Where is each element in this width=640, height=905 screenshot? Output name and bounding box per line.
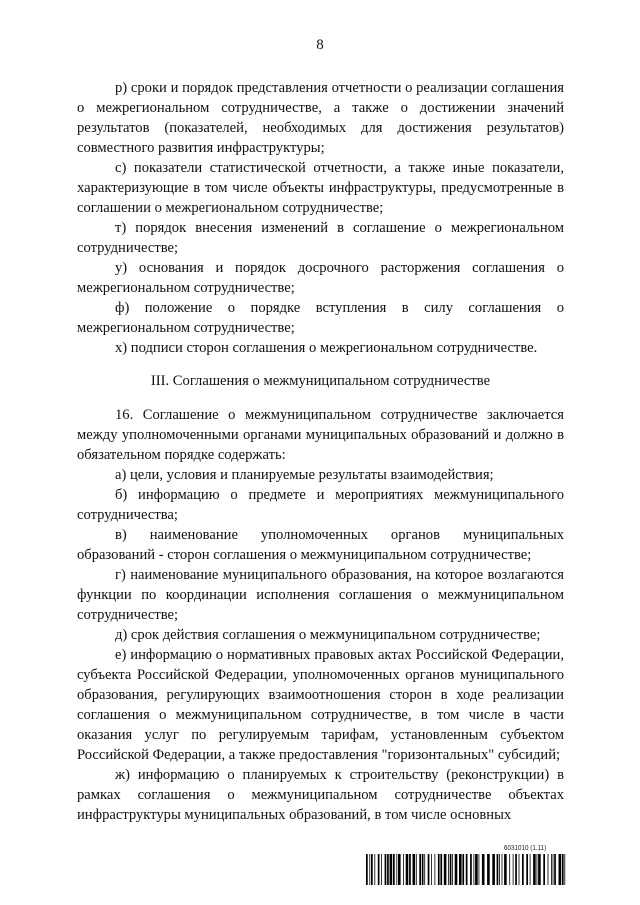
barcode-icon <box>366 854 566 885</box>
list-item-zh: ж) информацию о планируемых к строительству (реконструкции) в рамках соглашения о межмуниципальном сотрудничестве объектах инфраструктуры муниципальных образований, в том числе основных <box>77 767 564 823</box>
document-body <box>77 78 564 825</box>
page-number: 8 <box>316 37 324 53</box>
list-item-r: р) сроки и порядок представления отчетности о реализации соглашения о межрегиональном сотрудничестве, а также о достижении значений результатов (показателей, необходимых для достижения результатов) совместного развития инфраструктуры; <box>77 80 564 156</box>
barcode-label: 6031010 (1.11) <box>504 845 547 852</box>
list-item-g: г) наименование муниципального образования, на которое возлагаются функции по координации исполнения соглашения о межмуниципальном сотрудничестве; <box>77 567 564 623</box>
list-item-d: д) срок действия соглашения о межмуниципальном сотрудничестве; <box>115 627 541 643</box>
list-item-v: в) наименование уполномоченных органов муниципальных образований - сторон соглашения о межмуниципальном сотрудничестве; <box>77 527 564 563</box>
document-barcode <box>366 845 566 887</box>
list-item-a: а) цели, условия и планируемые результаты взаимодействия; <box>115 467 494 483</box>
list-item-u: у) основания и порядок досрочного расторжения соглашения о межрегиональном сотрудничестве; <box>77 260 564 296</box>
section-heading: III. Соглашения о межмуниципальном сотрудничестве <box>150 373 491 389</box>
list-item-t: т) порядок внесения изменений в соглашение о межрегиональном сотрудничестве; <box>77 220 564 256</box>
clause-16-intro: 16. Соглашение о межмуниципальном сотрудничестве заключается между уполномоченными органами муниципальных образований и должно в обязательном порядке содержать: <box>77 407 564 463</box>
list-item-b: б) информацию о предмете и мероприятиях межмуниципального сотрудничества; <box>77 487 564 523</box>
list-item-f: ф) положение о порядке вступления в силу соглашения о межрегиональном сотрудничестве; <box>77 300 564 336</box>
list-item-s: с) показатели статистической отчетности, а также иные показатели, характеризующие в том числе объекты инфраструктуры, предусмотренные в соглашении о межрегиональном сотрудничестве; <box>77 160 564 216</box>
list-item-e: е) информацию о нормативных правовых актах Российской Федерации, субъекта Российской Федерации, уполномоченных органов муниципального образования, регулирующих взаимоотношения сторон в ходе реализации соглашения о межмуниципальном сотрудничестве, в том числе в части оказания услуг по регулируемым тарифам, установленным субъектом Российской Федерации, а также предоставления "горизонтальных" субсидий; <box>77 647 564 763</box>
list-item-h: х) подписи сторон соглашения о межрегиональном сотрудничестве. <box>115 340 538 356</box>
